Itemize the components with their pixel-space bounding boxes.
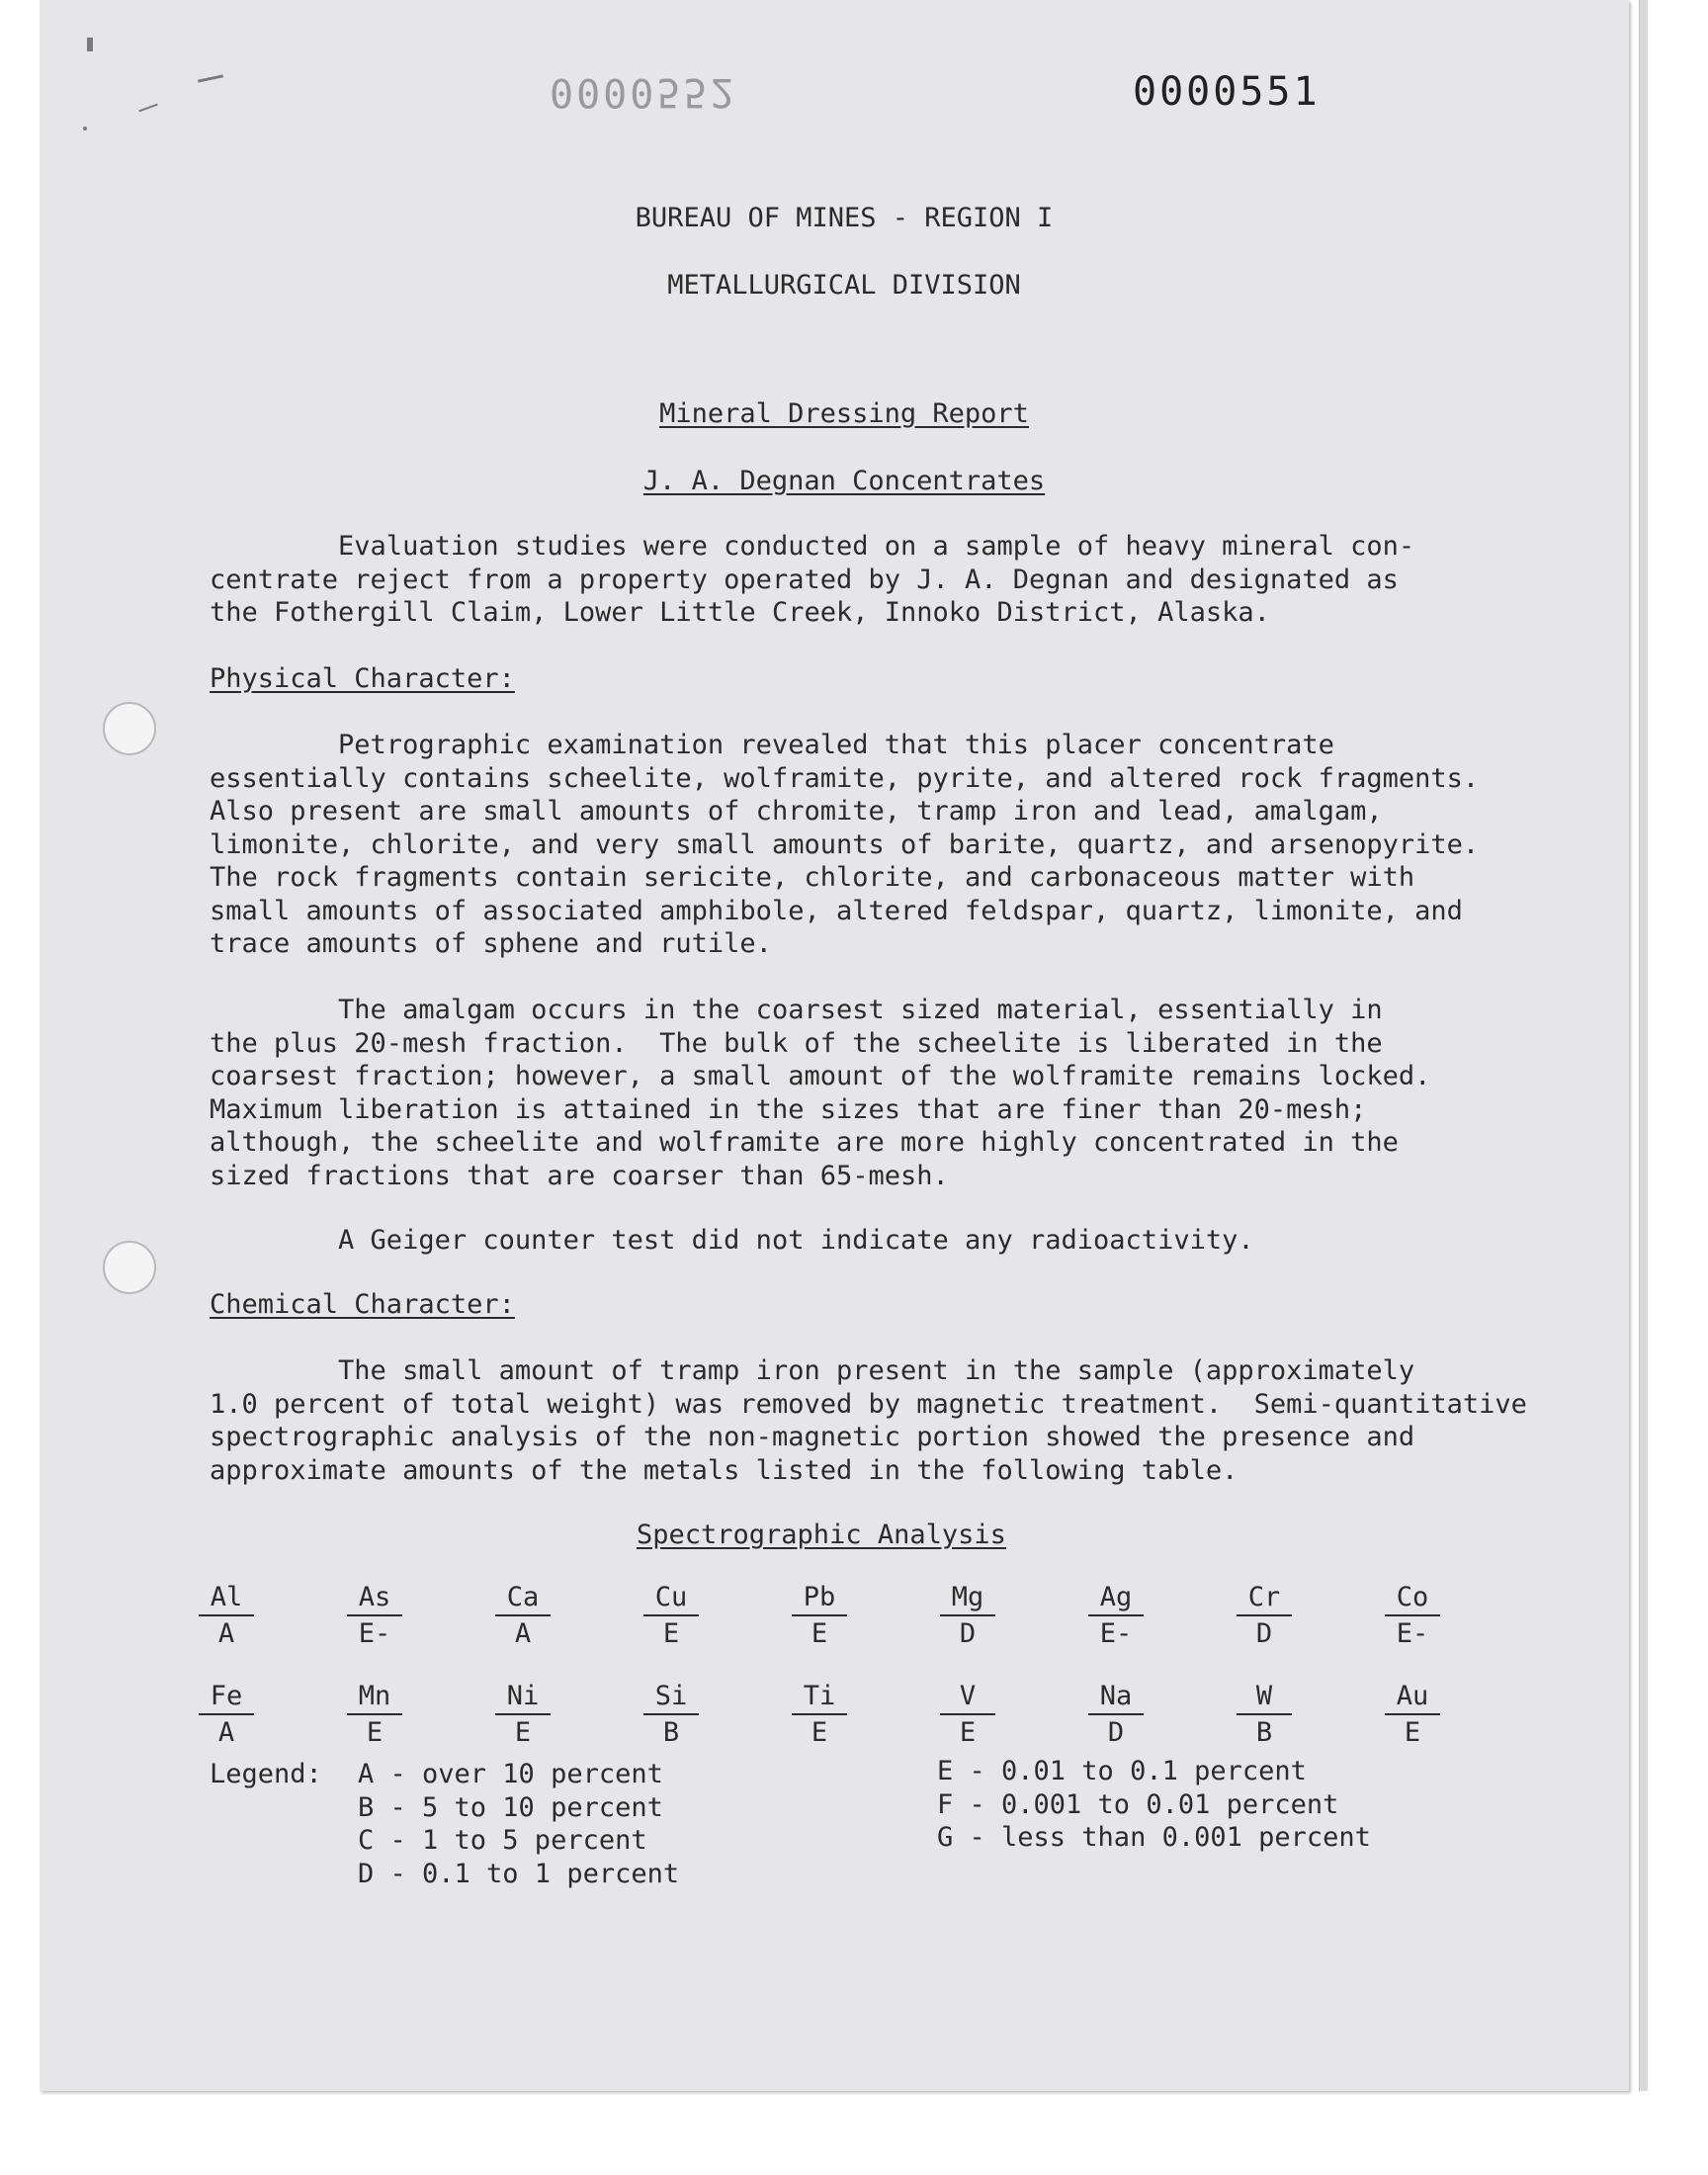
chemical-line: The small amount of tramp iron present in the sample (approximately: [210, 1355, 1415, 1386]
chemical-line: spectrographic analysis of the non-magnetic portion showed the presence and: [210, 1422, 1415, 1452]
physical-heading: Physical Character:: [210, 663, 515, 694]
element-level: E-: [1099, 1618, 1133, 1649]
legend-entry: G - less than 0.001 percent: [937, 1822, 1371, 1853]
element-symbol: Ag: [1088, 1582, 1144, 1616]
element-cell: [495, 1681, 551, 1749]
element-cell: [495, 1582, 551, 1650]
chemical-line: approximate amounts of the metals listed in the following table.: [210, 1454, 1238, 1486]
element-level: A: [217, 1717, 235, 1748]
smudge-mark: [87, 38, 93, 51]
element-cell: [643, 1681, 699, 1749]
element-level: E: [366, 1717, 384, 1748]
element-symbol: Cr: [1237, 1582, 1292, 1616]
header-division: METALLURGICAL DIVISION: [667, 270, 1021, 301]
physical-line: sized fractions that are coarser than 65-mesh.: [210, 1160, 949, 1191]
punch-hole: [103, 1241, 156, 1294]
report-subject: J. A. Degnan Concentrates: [642, 466, 1046, 496]
element-cell: [347, 1681, 402, 1749]
analysis-title: Spectrographic Analysis: [637, 1520, 1006, 1550]
element-cell: [940, 1681, 995, 1749]
physical-line: The rock fragments contain sericite, chlorite, and carbonaceous matter with: [210, 862, 1415, 893]
physical-line: the plus 20-mesh fraction. The bulk of the scheelite is liberated in the: [210, 1027, 1383, 1059]
legend-entry: A - over 10 percent: [358, 1759, 663, 1789]
element-level: E: [811, 1618, 828, 1649]
element-symbol: Ti: [792, 1681, 847, 1715]
element-symbol: Ca: [495, 1582, 551, 1616]
smudge-mark: [83, 127, 87, 130]
intro-line: Evaluation studies were conducted on a sample of heavy mineral con-: [210, 531, 1415, 562]
element-level: E: [662, 1618, 680, 1649]
element-level: B: [662, 1717, 680, 1748]
element-cell: [1088, 1681, 1144, 1749]
chemical-line: 1.0 percent of total weight) was removed by magnetic treatment. Semi-quantitative: [210, 1388, 1527, 1420]
element-symbol: V: [940, 1681, 995, 1715]
physical-line: essentially contains scheelite, wolframite, pyrite, and altered rock fragments.: [210, 762, 1480, 794]
element-cell: [792, 1681, 847, 1749]
geiger-line: A Geiger counter test did not indicate any radioactivity.: [210, 1225, 1254, 1256]
element-cell: [940, 1582, 995, 1650]
physical-line: The amalgam occurs in the coarsest sized material, essentially in: [210, 995, 1383, 1025]
bleed-through-number: 0000552: [550, 69, 737, 115]
chemical-heading: Chemical Character:: [210, 1289, 515, 1320]
element-level: E: [1404, 1717, 1421, 1748]
element-symbol: Pb: [792, 1582, 847, 1616]
element-cell: [1385, 1681, 1440, 1749]
punch-hole: [103, 702, 156, 755]
physical-line: Petrographic examination revealed that this placer concentrate: [210, 730, 1334, 760]
element-level: D: [1255, 1618, 1273, 1649]
element-level: D: [1107, 1717, 1125, 1748]
physical-line: Also present are small amounts of chromite, tramp iron and lead, amalgam,: [210, 796, 1383, 826]
element-level: E: [959, 1717, 977, 1748]
element-symbol: Au: [1385, 1681, 1440, 1715]
intro-line: the Fothergill Claim, Lower Little Creek, Innoko District, Alaska.: [210, 597, 1270, 628]
element-symbol: Fe: [199, 1681, 254, 1715]
physical-line: although, the scheelite and wolframite are more highly concentrated in the: [210, 1127, 1399, 1158]
element-level: B: [1255, 1717, 1273, 1748]
physical-line: small amounts of associated amphibole, altered feldspar, quartz, limonite, and: [210, 895, 1463, 926]
physical-line: Maximum liberation is attained in the sizes that are finer than 20-mesh;: [210, 1093, 1367, 1125]
element-cell: [199, 1681, 254, 1749]
element-cell: [792, 1582, 847, 1650]
element-symbol: Ni: [495, 1681, 551, 1715]
document-number: 0000551: [1133, 69, 1321, 115]
legend-entry: D - 0.1 to 1 percent: [358, 1858, 680, 1889]
element-level: E: [811, 1717, 828, 1748]
element-cell: [1088, 1582, 1144, 1650]
element-cell: [1237, 1681, 1292, 1749]
legend-entry: E - 0.01 to 0.1 percent: [937, 1756, 1307, 1786]
element-symbol: Cu: [643, 1582, 699, 1616]
element-symbol: Mg: [940, 1582, 995, 1616]
element-symbol: Mn: [347, 1681, 402, 1715]
element-cell: [1237, 1582, 1292, 1650]
physical-line: limonite, chlorite, and very small amounts of barite, quartz, and arsenopyrite.: [210, 828, 1480, 860]
element-symbol: Co: [1385, 1582, 1440, 1616]
element-cell: [643, 1582, 699, 1650]
legend-entry: C - 1 to 5 percent: [358, 1825, 647, 1856]
element-symbol: Al: [199, 1582, 254, 1616]
header-bureau: BUREAU OF MINES - REGION I: [635, 203, 1054, 233]
legend-entry: B - 5 to 10 percent: [358, 1791, 663, 1823]
element-symbol: W: [1237, 1681, 1292, 1715]
physical-line: coarsest fraction; however, a small amount of the wolframite remains locked.: [210, 1061, 1431, 1091]
element-level: E: [514, 1717, 532, 1748]
element-level: A: [217, 1618, 235, 1649]
element-level: E-: [1396, 1618, 1429, 1649]
element-level: E-: [358, 1618, 391, 1649]
element-cell: [1385, 1582, 1440, 1650]
element-cell: [199, 1582, 254, 1650]
report-title: Mineral Dressing Report: [659, 398, 1029, 429]
element-level: D: [959, 1618, 977, 1649]
element-symbol: As: [347, 1582, 402, 1616]
page-edge: [1639, 0, 1648, 2091]
physical-line: trace amounts of sphene and rutile.: [210, 928, 772, 959]
intro-line: centrate reject from a property operated by J. A. Degnan and designated as: [210, 564, 1399, 595]
element-level: A: [514, 1618, 532, 1649]
element-symbol: Na: [1088, 1681, 1144, 1715]
element-cell: [347, 1582, 402, 1650]
legend-label: Legend:: [210, 1759, 322, 1789]
legend-entry: F - 0.001 to 0.01 percent: [937, 1788, 1339, 1820]
element-symbol: Si: [643, 1681, 699, 1715]
